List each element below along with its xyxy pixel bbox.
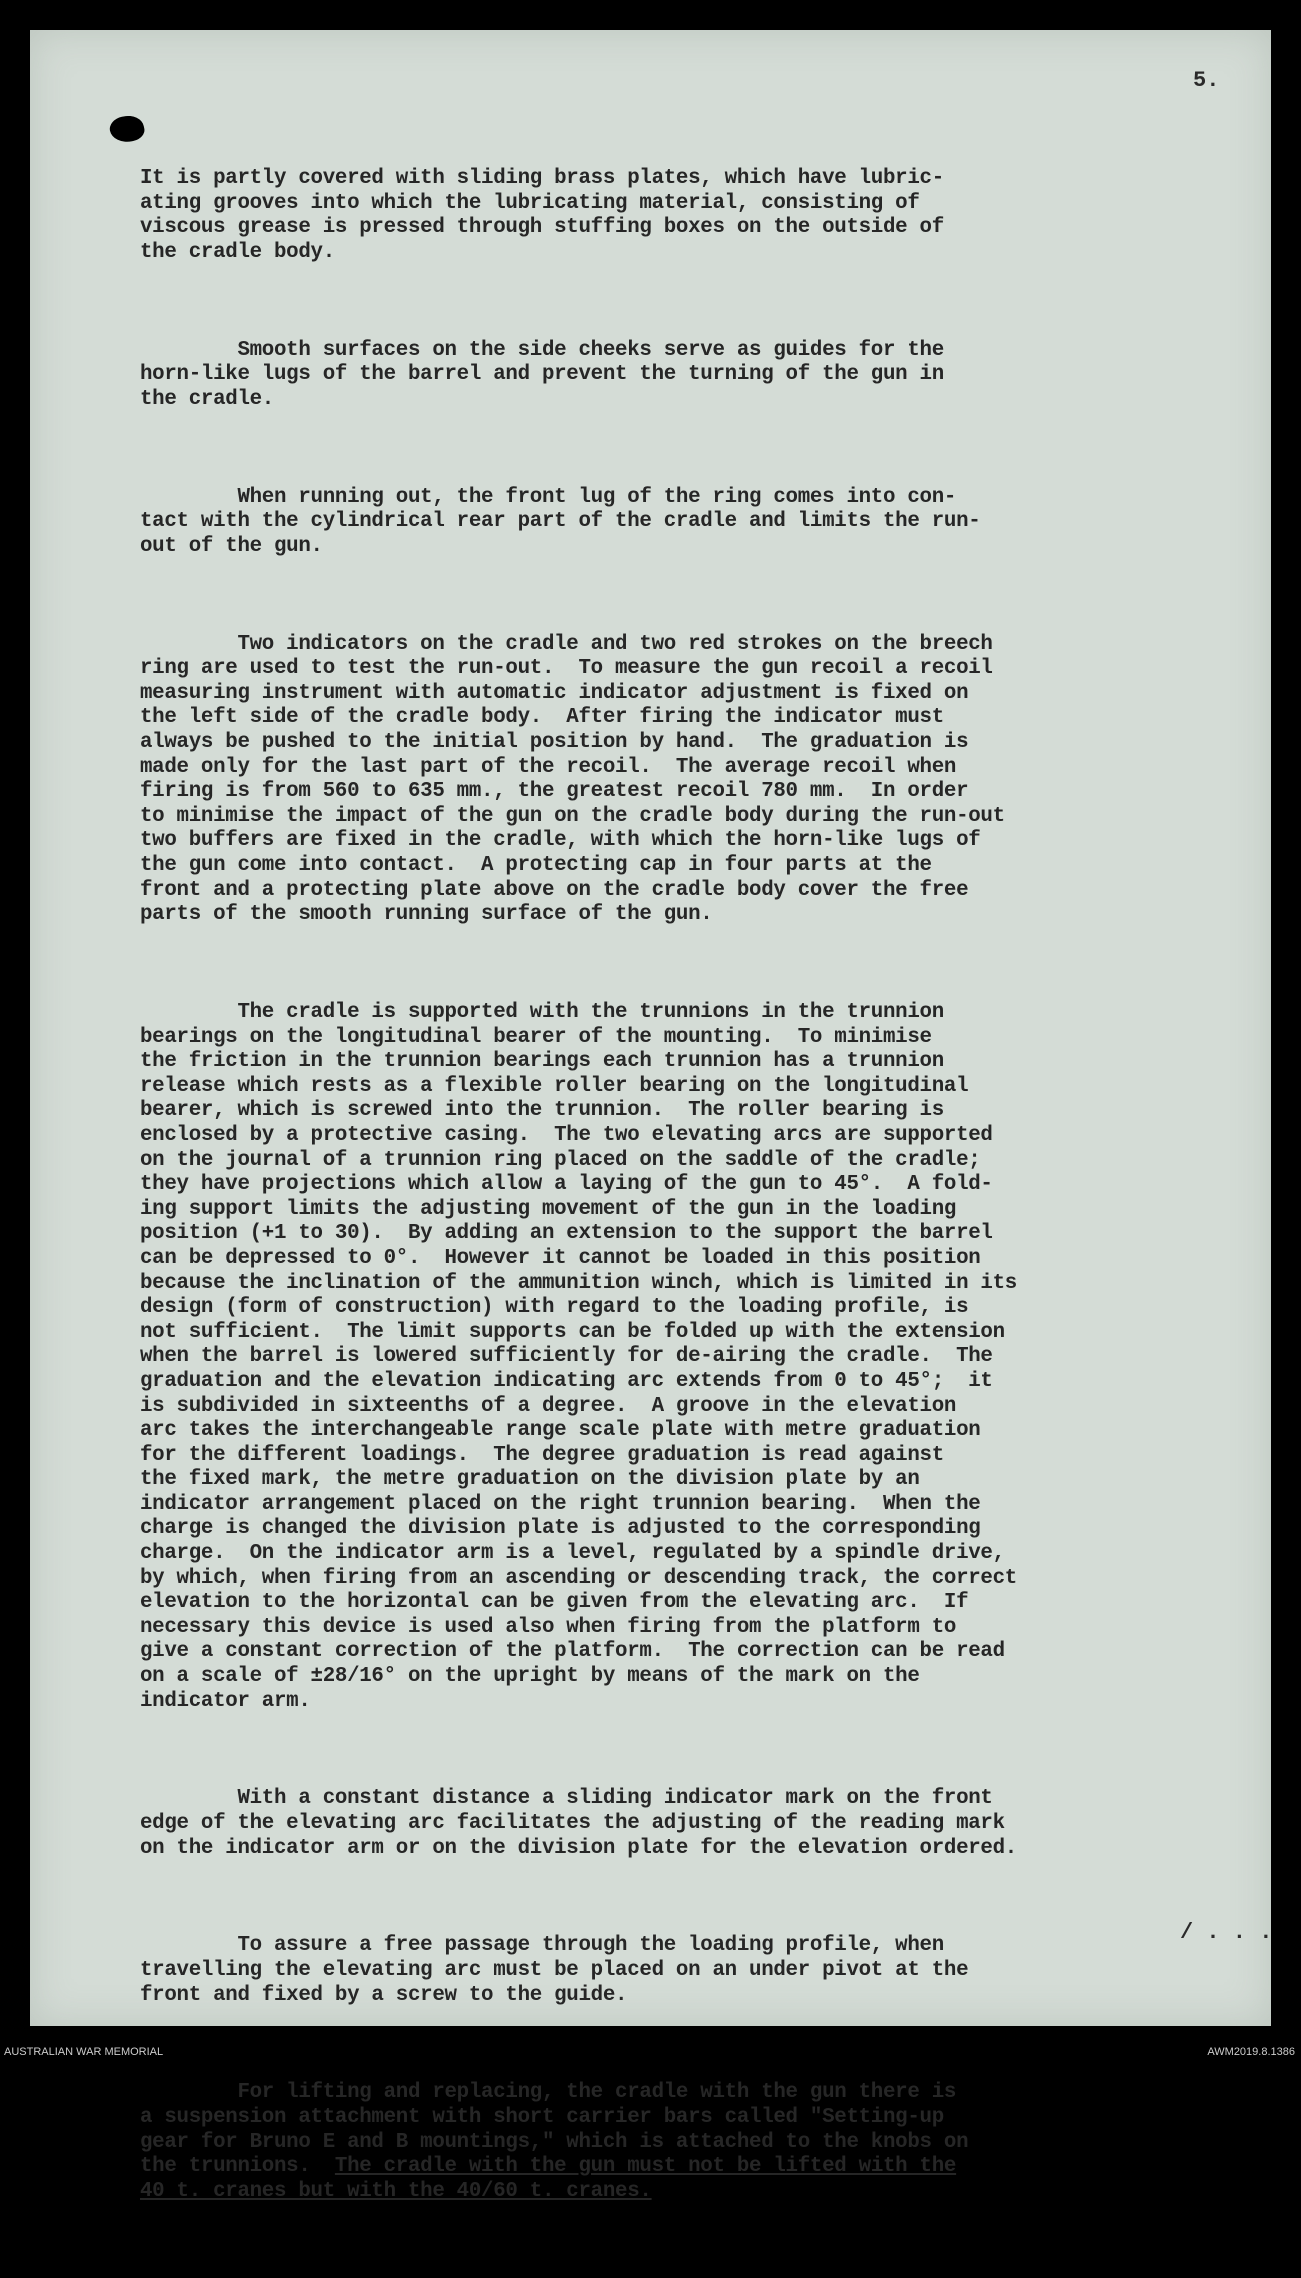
text-line: two buffers are fixed in the cradle, with which the horn-like lugs of [140,829,981,853]
text-line: edge of the elevating arc facilitates the adjusting of the reading mark [140,1812,1005,1835]
text-line: graduation and the elevation indicating arc extends from 0 to 45°; it [140,1369,993,1393]
text-line: When running out, the front lug of the ring comes into con- [140,485,957,509]
text-line: parts of the smooth running surface of the gun. [140,903,713,927]
text-line: can be depressed to 0°. However it cannot be loaded in this position [140,1246,981,1270]
text-line: on the journal of a trunnion ring placed on the saddle of the cradle; [140,1148,981,1172]
text-line: when the barrel is lowered sufficiently for de-airing the cradle. The [140,1345,993,1369]
text-line: It is partly covered with sliding brass plates, which have lubric- [140,167,944,191]
text-line: the cradle body. [140,240,335,264]
text-line: measuring instrument with automatic indicator adjustment is fixed on [140,681,969,705]
text-line: is subdivided in sixteenths of a degree. A groove in the elevation [140,1394,957,1418]
text-line: charge is changed the division plate is adjusted to the corresponding [140,1517,981,1541]
text-line: because the inclination of the ammunition winch, which is limited in its [140,1271,1017,1295]
text-line: travelling the elevating arc must be placed on an under pivot at the [140,1958,969,1982]
text-line: on the indicator arm or on the division plate for the elevation ordered. [140,1836,1017,1860]
text-line: for the different loadings. The degree graduation is read against [140,1443,944,1467]
text-line: bearings on the longitudinal bearer of the mounting. To minimise [140,1025,932,1049]
text-line: the gun come into contact. A protecting cap in four parts at the [140,854,932,878]
text-line: charge. On the indicator arm is a level, regulated by a spindle drive, [140,1542,1005,1566]
text-line: the trunnions. [140,2155,335,2179]
footer-credit: AUSTRALIAN WAR MEMORIAL [4,2046,164,2058]
text-line: indicator arm. [140,1689,311,1713]
text-line: bearer, which is screwed into the trunnion. The roller bearing is [140,1099,944,1123]
underlined-warning: The cradle with the gun must not be lifted with the [334,2155,957,2179]
text-line: on a scale of ±28/16° on the upright by means of the mark on the [140,1665,920,1689]
text-line: ring are used to test the run-out. To measure the gun recoil a recoil [140,657,993,681]
paragraph-5 [140,1001,1250,1714]
text-line: Smooth surfaces on the side cheeks serve as guides for the [140,338,944,362]
text-line: out of the gun. [140,534,323,558]
text-line: position (+1 to 30). By adding an extension to the support the barrel [140,1222,993,1246]
text-line: front and a protecting plate above on the cradle body cover the free [140,878,969,902]
text-line: arc takes the interchangeable range scale plate with metre graduation [140,1419,981,1443]
text-line: The cradle is supported with the trunnions in the trunnion [140,1001,944,1024]
text-line: design (form of construction) with regard to the loading profile, is [140,1296,969,1320]
text-line: gear for Bruno E and B mountings," which is attached to the knobs on [140,2130,969,2154]
text-line: necessary this device is used also when firing from the platform to [140,1615,957,1639]
text-line: ing support limits the adjusting movement of the gun in the loading [140,1197,957,1221]
text-line: the friction in the trunnion bearings each trunnion has a trunnion [140,1050,944,1074]
text-line: they have projections which allow a laying of the gun to 45°. A fold- [140,1173,993,1197]
text-line: Two indicators on the cradle and two red strokes on the breech [140,632,993,656]
text-line: the fixed mark, the metre graduation on the division plate by an [140,1468,920,1492]
text-line: firing is from 560 to 635 mm., the greatest recoil 780 mm. In order [140,780,969,804]
text-line: viscous grease is pressed through stuffing boxes on the outside of [140,216,944,240]
paragraph-8 [140,2081,1250,2204]
text-line: enclosed by a protective casing. The two elevating arcs are supported [140,1123,993,1147]
paragraph-6 [140,1787,1250,1861]
page-number: 5. [1193,68,1220,93]
paragraph-1 [140,167,1250,265]
text-line: always be pushed to the initial position by hand. The graduation is [140,731,969,755]
body-text [140,118,1250,2278]
text-line: front and fixed by a screw to the guide. [140,1983,628,2007]
text-line: made only for the last part of the recoil. The average recoil when [140,755,957,779]
text-line: For lifting and replacing, the cradle with the gun there is [140,2081,957,2105]
paragraph-2 [140,339,1250,413]
continuation-mark: / . . . [1180,1920,1273,1945]
text-line: not sufficient. The limit supports can be folded up with the extension [140,1320,1005,1344]
paragraph-7 [140,1934,1250,2008]
paragraph-4 [140,633,1250,928]
text-line: ating grooves into which the lubricating material, consisting of [140,191,920,215]
text-line: horn-like lugs of the barrel and prevent the turning of the gun in [140,363,944,387]
text-line: With a constant distance a sliding indicator mark on the front [140,1787,993,1811]
text-line: tact with the cylindrical rear part of the cradle and limits the run- [140,510,981,534]
text-line: the left side of the cradle body. After firing the indicator must [140,706,944,730]
paragraph-3 [140,486,1250,560]
text-line: indicator arrangement placed on the right trunnion bearing. When the [140,1492,981,1516]
underlined-warning: 40 t. cranes but with the 40/60 t. cranes. [140,2179,652,2203]
text-line: give a constant correction of the platform. The correction can be read [140,1640,1005,1664]
text-line: to minimise the impact of the gun on the cradle body during the run-out [140,804,1005,828]
text-line: release which rests as a flexible roller bearing on the longitudinal [140,1074,969,1098]
text-line: To assure a free passage through the loading profile, when [140,1934,944,1958]
text-line: the cradle. [140,387,274,411]
text-line: elevation to the horizontal can be given from the elevating arc. If [140,1591,969,1615]
footer-catalogue-number: AWM2019.8.1386 [1207,2046,1295,2058]
text-line: by which, when firing from an ascending or descending track, the correct [140,1566,1017,1590]
text-line: a suspension attachment with short carrier bars called "Setting-up [140,2105,944,2129]
